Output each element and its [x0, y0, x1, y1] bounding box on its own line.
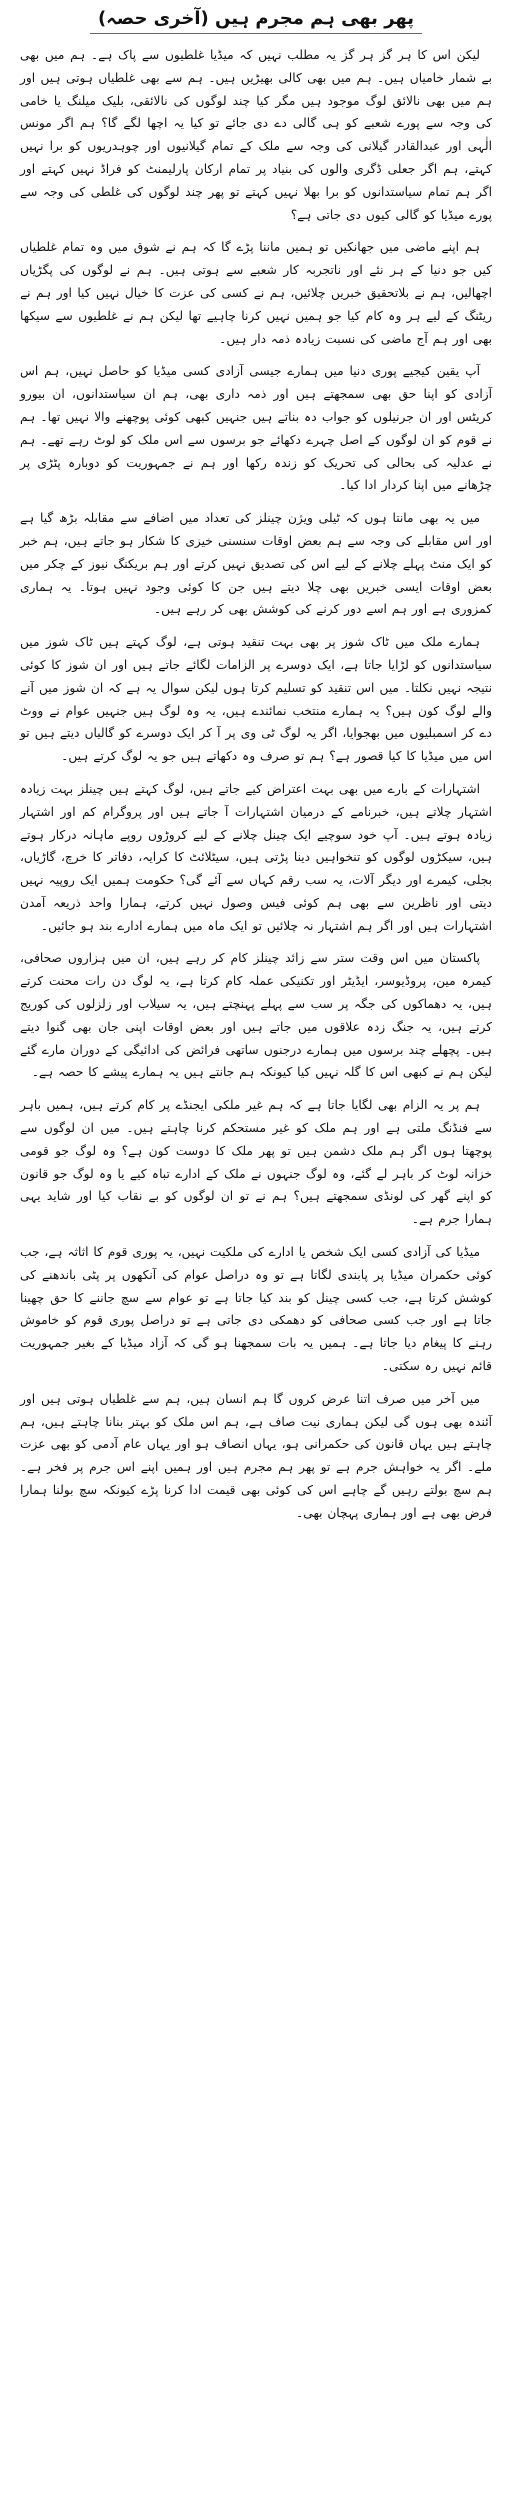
- title-wrap: [20, 8, 492, 34]
- paragraph: آپ یقین کیجیے پوری دنیا میں ہمارے جیسی آزادی کسی میڈیا کو حاصل نہیں، ہم اس آزادی کو اپنا حق بھی سمجھتے ہیں اور ذمہ داری بھی، ہم ان سیاستدانوں، ان بیورو کریٹس اور ان جرنیلوں کو جواب دہ بناتے ہیں جنہیں کبھی کوئی پوچھنے والا نہیں تھا۔ ہم نے قوم کو ان لوگوں کے اصل چہرے دکھائے جو برسوں سے اس ملک کو لوٹ رہے تھے۔ ہم نے عدلیہ کی بحالی کی تحریک کو زندہ رکھا اور ہم نے جمہوریت کو دوبارہ پٹڑی پر چڑھانے میں اپنا کردار ادا کیا۔: [20, 364, 492, 493]
- paragraph: ہمارے ملک میں ٹاک شوز پر بھی بہت تنقید ہوتی ہے، لوگ کہتے ہیں ٹاک شوز میں سیاستدانوں کو لڑایا جاتا ہے، ایک دوسرے پر الزامات لگائے جاتے ہیں اور ان شوز کا کوئی نتیجہ نہیں نکلتا۔ میں اس تنقید کو تسلیم کرتا ہوں لیکن سوال یہ ہے کہ ان شوز میں آنے والے لوگ کون ہیں؟ یہ ہمارے منتخب نمائندے ہیں، یہ وہ لوگ ہیں جنہیں عوام نے ووٹ دے کر اسمبلیوں میں بھجوایا، اگر یہ لوگ ٹی وی پر آ کر ایک دوسرے کو گالیاں دیتے ہیں تو اس میں میڈیا کا کیا قصور ہے؟ ہم تو صرف وہ دکھاتے ہیں جو یہ لوگ کرتے ہیں۔: [20, 635, 492, 764]
- paragraph: میں آخر میں صرف اتنا عرض کروں گا ہم انسان ہیں، ہم سے غلطیاں ہوتی ہیں اور آئندہ بھی ہوں گی لیکن ہماری نیت صاف ہے، ہم اس ملک کو بہتر بنانا چاہتے ہیں، ہم چاہتے ہیں یہاں قانون کی حکمرانی ہو، یہاں انصاف ہو اور یہاں عام آدمی کو بھی عزت ملے۔ اگر یہ خواہش جرم ہے تو پھر ہم مجرم ہیں اور ہمیں اپنے اس جرم پر فخر ہے۔ ہم سچ بولتے رہیں گے چاہے اس کی کوئی بھی قیمت ادا کرنا پڑے کیونکہ سچ بولنا ہمارا فرض بھی ہے اور ہماری پہچان بھی۔: [20, 1391, 492, 1520]
- paragraph: میڈیا کی آزادی کسی ایک شخص یا ادارے کی ملکیت نہیں، یہ پوری قوم کا اثاثہ ہے، جب کوئی حکمران میڈیا پر پابندی لگاتا ہے تو وہ دراصل عوام کی آنکھوں پر پٹی باندھنے کی کوشش کرتا ہے، جب کسی چینل کو بند کیا جاتا ہے تو عوام سے سچ جاننے کا حق چھینا جاتا ہے اور جب کسی صحافی کو دھمکی دی جاتی ہے تو دراصل پوری قوم کو خاموش رہنے کا پیغام دیا جاتا ہے۔ ہمیں یہ بات سمجھنا ہو گی کہ آزاد میڈیا کے بغیر جمہوریت قائم نہیں رہ سکتی۔: [20, 1245, 492, 1374]
- article-body: [20, 44, 492, 1525]
- paragraph: لیکن اس کا ہر گز ہر گز یہ مطلب نہیں کہ میڈیا غلطیوں سے پاک ہے۔ ہم میں بھی بے شمار خامیاں ہیں۔ ہم میں بھی کالی بھیڑیں ہیں۔ ہم سے بھی غلطیاں ہوتی ہیں اور ہم میں بھی نالائق لوگ موجود ہیں مگر کیا چند لوگوں کی نالائقی، بلیک میلنگ یا خامی کی وجہ سے پورے شعبے کو ہی گالی دے دی جائے تو کیا یہ اچھا لگے گا؟ ہم اگر مونس الٰہی اور عبدالقادر گیلانی کی وجہ سے ملک کے تمام گیلانیوں اور چوہدریوں کو برا نہیں کہتے، ہم اگر جعلی ڈگری والوں کی بنیاد پر تمام ارکان پارلیمنٹ کو فراڈ نہیں کہتے اور اگر ہم تمام سیاستدانوں کو برا بھلا نہیں کہتے تو پھر چند لوگوں کی غلطی کی وجہ سے پورے میڈیا کو گالی کیوں دی جاتی ہے؟: [20, 48, 492, 222]
- article-title: پھر بھی ہم مجرم ہیں (آخری حصہ): [90, 8, 422, 34]
- paragraph: اشتہارات کے بارے میں بھی بہت اعتراض کیے جاتے ہیں، لوگ کہتے ہیں چینلز بہت زیادہ اشتہار چلاتے ہیں، خبرنامے کے درمیان اشتہارات آ جاتے ہیں اور پروگرام کم اور اشتہار زیادہ ہوتے ہیں۔ آپ خود سوچیے ایک چینل چلانے کے لیے کروڑوں روپے ماہانہ درکار ہوتے ہیں، سیکڑوں لوگوں کو تنخواہیں دینا پڑتی ہیں، سیٹلائٹ کا کرایہ، دفاتر کا خرچ، گاڑیاں، بجلی، کیمرے اور دیگر آلات، یہ سب رقم کہاں سے آئے گی؟ حکومت ہمیں ایک روپیہ نہیں دیتی اور ناظرین سے بھی ہم کوئی فیس وصول نہیں کرتے، ہمارا واحد ذریعہ آمدن اشتہارات ہیں اور اگر ہم اشتہار نہ چلائیں تو ایک ماہ میں ہمارے ادارے بند ہو جائیں۔: [20, 781, 492, 933]
- paragraph: ہم اپنے ماضی میں جھانکیں تو ہمیں ماننا پڑے گا کہ ہم نے شوق میں وہ تمام غلطیاں کیں جو دنیا کے ہر نئے اور ناتجربہ کار شعبے سے ہوتی ہیں۔ ہم نے لوگوں کی پگڑیاں اچھالیں، ہم نے بلاتحقیق خبریں چلائیں، ہم نے کسی کی عزت کا خیال نہیں کیا اور ہم نے ریٹنگ کے لیے ہر وہ کام کیا جو ہمیں نہیں کرنا چاہیے تھا لیکن ہم نے غلطیوں سے سیکھا بھی اور ہم آج ماضی کی نسبت زیادہ ذمہ دار ہیں۔: [20, 240, 492, 346]
- paragraph: میں یہ بھی مانتا ہوں کہ ٹیلی ویژن چینلز کی تعداد میں اضافے سے مقابلہ بڑھ گیا ہے اور اس مقابلے کی وجہ سے ہم بعض اوقات سنسنی خیزی کا شکار ہو جاتے ہیں، ہم خبر کو ایک منٹ پہلے چلانے کے لیے اس کی تصدیق نہیں کرتے اور ہم بریکنگ نیوز کے چکر میں بعض اوقات ایسی خبریں بھی چلا دیتے ہیں جن کا کوئی وجود نہیں ہوتا۔ یہ ہماری کمزوری ہے اور ہم اسے دور کرنے کی کوشش بھی کر رہے ہیں۔: [20, 511, 492, 617]
- paragraph: پاکستان میں اس وقت ستر سے زائد چینلز کام کر رہے ہیں، ان میں ہزاروں صحافی، کیمرہ مین، پروڈیوسر، ایڈیٹر اور تکنیکی عملہ کام کرتا ہے، یہ لوگ دن رات محنت کرتے ہیں، یہ دھماکوں کی جگہ پر سب سے پہلے پہنچتے ہیں، یہ سیلاب اور زلزلوں کی کوریج کرتے ہیں، یہ جنگ زدہ علاقوں میں جاتے ہیں اور بعض اوقات اپنی جان بھی گنوا دیتے ہیں۔ پچھلے چند برسوں میں ہمارے درجنوں ساتھی فرائض کی ادائیگی کے دوران مارے گئے لیکن ہم نے کبھی اس کا گلہ نہیں کیا کیونکہ ہم جانتے ہیں یہ ہمارے پیشے کا حصہ ہے۔: [20, 951, 492, 1080]
- paragraph: ہم پر یہ الزام بھی لگایا جاتا ہے کہ ہم غیر ملکی ایجنڈے پر کام کرتے ہیں، ہمیں باہر سے فنڈنگ ملتی ہے اور ہم ملک کو غیر مستحکم کرنا چاہتے ہیں۔ میں ان لوگوں سے پوچھتا ہوں اگر ہم ملک دشمن ہیں تو پھر ملک کا دوست کون ہے؟ وہ لوگ جو قومی خزانہ لوٹ کر باہر لے گئے، وہ لوگ جنہوں نے ملک کے ادارے تباہ کیے یا وہ لوگ جو قانون کو اپنے گھر کی لونڈی سمجھتے ہیں؟ ہم نے تو ان لوگوں کو بے نقاب کیا اور شاید یہی ہمارا جرم ہے۔: [20, 1098, 492, 1227]
